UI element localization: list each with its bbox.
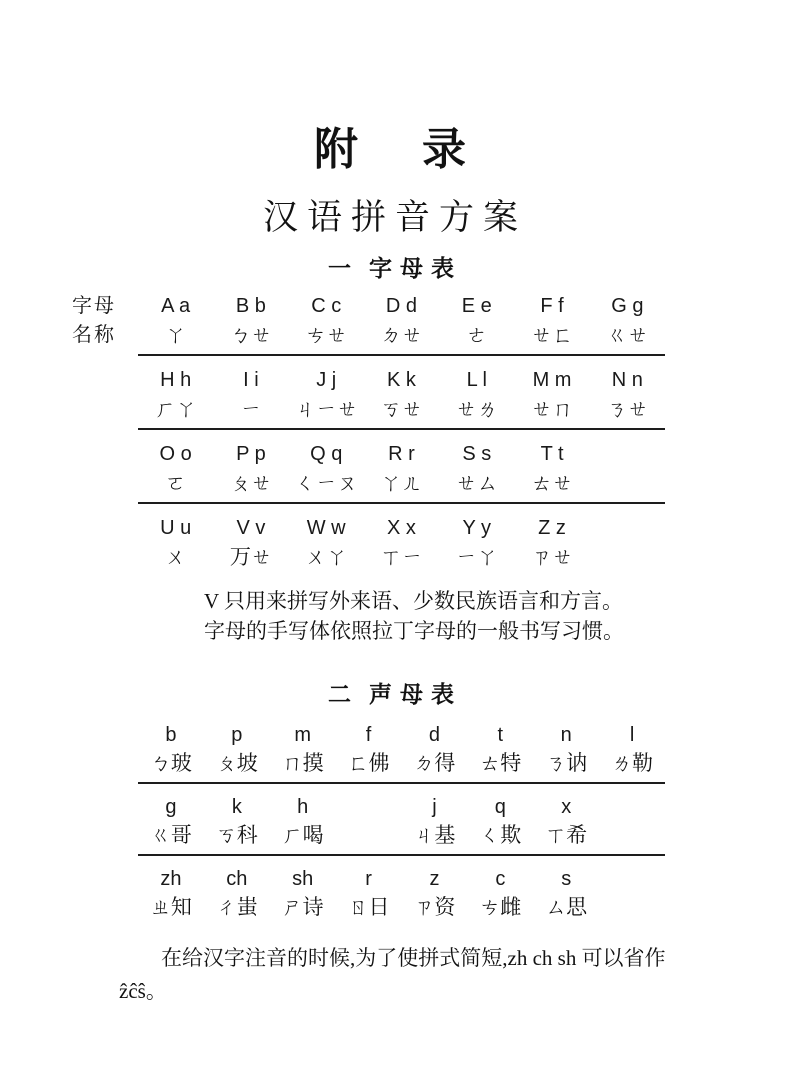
alphabet-names-row — [138, 542, 665, 572]
table-cell — [599, 892, 665, 922]
table-cell: ㄜ — [466, 323, 488, 347]
table-cell: ㄎ科 — [215, 823, 258, 847]
alphabet-group-3 — [138, 430, 665, 504]
table-cell: ㄆ坡 — [215, 751, 258, 775]
table-cell — [336, 820, 402, 850]
table-cell: ㄨ — [165, 545, 187, 569]
table-cell: ㄘㄝ — [305, 323, 348, 347]
table-cell: ㄍ哥 — [149, 823, 192, 847]
table-cell: X x — [387, 517, 416, 539]
table-cell: zh — [160, 868, 182, 890]
letters-label: 字母 — [72, 295, 116, 317]
table-cell: R r — [388, 443, 415, 465]
names-label: 名称 — [72, 324, 116, 346]
alphabet-names-row — [138, 468, 665, 498]
table-cell: ㄏㄚ — [154, 397, 197, 421]
table-cell: B b — [235, 295, 266, 317]
table-cell: ㄙ思 — [545, 895, 588, 919]
table-cell: ㄝㄈ — [531, 323, 574, 347]
table-cell: F f — [540, 295, 564, 317]
table-cell: d — [428, 724, 440, 746]
section1-number: 一 — [328, 255, 351, 281]
table-cell: ㄇ摸 — [281, 751, 324, 775]
alphabet-names-row — [138, 394, 665, 424]
table-cell: j — [432, 796, 437, 818]
table-cell: ㄑ欺 — [479, 823, 522, 847]
table-cell: ㄈ佛 — [347, 751, 390, 775]
initials-group-1 — [138, 722, 665, 784]
alphabet-letters-row — [138, 366, 665, 394]
table-cell: ㄉ得 — [413, 751, 456, 775]
initials-names-row — [138, 748, 665, 778]
table-cell: t — [497, 724, 504, 746]
table-cell: ch — [226, 868, 248, 890]
initials-letters-row — [138, 794, 665, 820]
table-cell: ㄎㄝ — [380, 397, 423, 421]
table-cell: L l — [466, 369, 487, 391]
alphabet-group-1 — [138, 292, 665, 356]
table-cell: ㄐㄧㄝ — [294, 397, 358, 421]
table-cell: g — [165, 796, 177, 818]
table-cell: ㄧ — [240, 397, 262, 421]
alphabet-letters-row — [138, 292, 665, 320]
table-cell: k — [231, 796, 242, 818]
table-cell: ㄊ特 — [479, 751, 522, 775]
table-cell: S s — [462, 443, 492, 465]
table-cell — [599, 794, 665, 820]
table-cell: T t — [540, 443, 564, 465]
initials-group-2 — [138, 784, 665, 856]
table-cell — [590, 542, 665, 572]
table-cell: ㄅ玻 — [149, 751, 192, 775]
table-cell: P p — [236, 443, 266, 465]
alphabet-letters-row — [138, 440, 665, 468]
table-cell: N n — [611, 369, 643, 391]
table-cell: q — [494, 796, 506, 818]
table-cell — [599, 866, 665, 892]
paragraph-line-2: ẑĉŝ。 — [119, 979, 167, 1003]
table-cell: ㄏ喝 — [281, 823, 324, 847]
alphabet-row-labels — [72, 292, 134, 350]
closing-paragraph — [119, 942, 694, 1008]
table-cell: m — [294, 724, 312, 746]
table-cell: z — [429, 868, 440, 890]
table-cell: G g — [611, 295, 644, 317]
alphabet-note — [204, 586, 790, 646]
table-cell: ㄌ勒 — [611, 751, 654, 775]
alphabet-group-4 — [138, 504, 665, 576]
table-cell — [336, 794, 402, 820]
table-cell: H h — [160, 369, 192, 391]
table-cell: ㄘ雌 — [479, 895, 522, 919]
table-cell: ㄍㄝ — [606, 323, 649, 347]
table-cell: ㄕ诗 — [281, 895, 324, 919]
table-cell: ㄚㄦ — [380, 471, 423, 495]
table-cell: D d — [385, 295, 418, 317]
table-cell: b — [165, 724, 177, 746]
initials-names-row — [138, 820, 665, 850]
table-cell: ㄋㄝ — [606, 397, 649, 421]
section2-number: 二 — [328, 681, 351, 707]
table-cell: W w — [306, 517, 346, 539]
table-cell: l — [629, 724, 635, 746]
table-cell: M m — [532, 369, 572, 391]
table-cell: p — [231, 724, 243, 746]
table-cell: n — [560, 724, 572, 746]
table-cell: ㄚ — [165, 323, 187, 347]
initials-group-3 — [138, 856, 665, 926]
initials-letters-row — [138, 866, 665, 892]
table-cell: ㄝㄌ — [455, 397, 498, 421]
table-cell: E e — [461, 295, 492, 317]
table-cell: h — [297, 796, 309, 818]
table-cell: ㄓ知 — [149, 895, 192, 919]
section2-heading — [0, 680, 790, 708]
table-cell: ㄗ资 — [413, 895, 456, 919]
table-cell: ㄨㄚ — [305, 545, 348, 569]
table-cell: ㄧㄚ — [455, 545, 498, 569]
table-cell: ㄒ希 — [545, 823, 588, 847]
table-cell: ㄑㄧㄡ — [294, 471, 358, 495]
table-cell: ㄉㄝ — [380, 323, 423, 347]
section2-title: 声母表 — [369, 681, 462, 707]
table-cell: s — [561, 868, 572, 890]
table-cell: A a — [161, 295, 191, 317]
table-cell: I i — [243, 369, 259, 391]
table-cell: ㄐ基 — [413, 823, 456, 847]
table-cell: Y y — [462, 517, 492, 539]
pinyin-scheme-title: 汉语拼音方案 — [262, 198, 527, 237]
table-cell: ㄖ日 — [347, 895, 390, 919]
table-cell: ㄔ蚩 — [215, 895, 258, 919]
appendix-title: 附 录 — [314, 125, 476, 174]
table-cell: ㄝㄙ — [455, 471, 498, 495]
initials-letters-row — [138, 722, 665, 748]
table-cell: ㄛ — [165, 471, 187, 495]
table-cell: O o — [159, 443, 192, 465]
table-cell: K k — [387, 369, 416, 391]
table-cell: sh — [292, 868, 314, 890]
table-cell: ㄝㄇ — [531, 397, 574, 421]
table-cell: f — [365, 724, 372, 746]
table-cell — [590, 468, 665, 498]
section1-heading — [0, 254, 790, 282]
table-cell: ㄋ讷 — [545, 751, 588, 775]
table-cell: U u — [160, 517, 192, 539]
table-cell: ㄅㄝ — [229, 323, 272, 347]
table-cell: Z z — [538, 517, 566, 539]
note-line-1: V 只用来拼写外来语、少数民族语言和方言。 — [204, 589, 624, 613]
table-cell: V v — [236, 517, 266, 539]
table-cell: ㄊㄝ — [531, 471, 574, 495]
paragraph-line-1: 在给汉字注音的时候,为了使拼式简短,zh ch sh 可以省作 — [161, 946, 666, 970]
alphabet-group-2 — [138, 356, 665, 430]
table-cell: C c — [311, 295, 342, 317]
table-cell: ㄗㄝ — [531, 545, 574, 569]
table-cell: Q q — [310, 443, 343, 465]
initials-table — [138, 722, 665, 926]
table-cell: ㄪㄝ — [229, 545, 272, 569]
table-cell — [590, 440, 665, 468]
table-cell: x — [561, 796, 572, 818]
alphabet-names-row — [138, 320, 665, 350]
table-cell — [599, 820, 665, 850]
section1-title: 字母表 — [369, 255, 462, 281]
table-cell: ㄆㄝ — [229, 471, 272, 495]
table-cell: c — [495, 868, 506, 890]
alphabet-table — [72, 292, 665, 576]
table-cell — [590, 514, 665, 542]
alphabet-letters-row — [138, 514, 665, 542]
initials-names-row — [138, 892, 665, 922]
table-cell: J j — [316, 369, 337, 391]
table-cell: r — [365, 868, 372, 890]
note-line-2: 字母的手写体依照拉丁字母的一般书写习惯。 — [204, 619, 624, 643]
table-cell: ㄒㄧ — [380, 545, 423, 569]
